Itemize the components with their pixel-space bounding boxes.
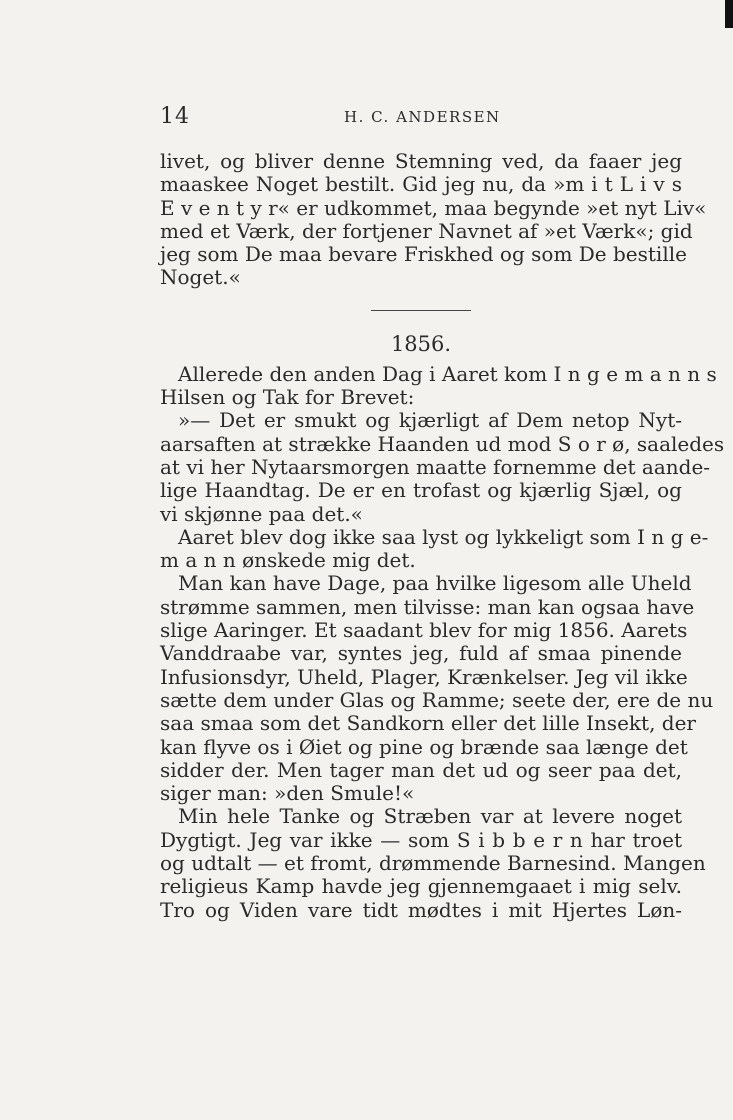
text-line: sidder der. Men tager man det ud og seer paa det, bbox=[160, 757, 682, 782]
text-line: Dygtigt. Jeg var ikke — som S i b b e r n har troet bbox=[160, 827, 682, 852]
paragraph-2 bbox=[160, 361, 725, 526]
text-line: med et Værk, der fortjener Navnet af »et Værk«; gid bbox=[160, 218, 693, 243]
text-line: Min hele Tanke og Stræben var at levere noget bbox=[178, 804, 682, 829]
text-line: vi skjønne paa det.« bbox=[160, 501, 363, 526]
paragraph-4 bbox=[160, 571, 714, 806]
page-number: 14 bbox=[160, 104, 190, 129]
text-line: at vi her Nytaarsmorgen maatte fornemme det aande- bbox=[160, 454, 711, 479]
text-line: livet, og bliver denne Stemning ved, da faaer jeg bbox=[160, 149, 682, 173]
text-line: siger man: »den Smule!« bbox=[160, 781, 415, 806]
text-line: »— Det er smukt og kjærligt af Dem netop Nyt- bbox=[178, 408, 682, 433]
text-line: maaskee Noget bestilt. Gid jeg nu, da »m i t L i v s bbox=[160, 172, 682, 197]
page-header bbox=[160, 104, 680, 132]
text-line: E v e n t y r« er udkommet, maa begynde »et nyt Liv« bbox=[160, 195, 707, 220]
text-line: jeg som De maa bevare Friskhed og som De bestille bbox=[160, 242, 687, 267]
text-line: slige Aaringer. Et saadant blev for mig 1856. Aarets bbox=[160, 618, 688, 643]
text-line: saa smaa som det Sandkorn eller det lille Insekt, der bbox=[160, 711, 696, 736]
section-divider bbox=[371, 310, 471, 311]
text-line: Allerede den anden Dag i Aaret kom I n g e m a n n s bbox=[178, 361, 717, 386]
scan-edge-mark bbox=[725, 0, 733, 28]
text-line: Hilsen og Tak for Brevet: bbox=[160, 385, 415, 410]
text-line: Vanddraabe var, syntes jeg, fuld af smaa pinende bbox=[160, 641, 682, 666]
text-line: lige Haandtag. De er en trofast og kjærlig Sjæl, og bbox=[160, 478, 682, 503]
body-text bbox=[160, 149, 725, 922]
text-line: Tro og Viden vare tidt mødtes i mit Hjertes Løn- bbox=[160, 897, 682, 922]
text-line: strømme sammen, men tilvisse: man kan ogsaa have bbox=[160, 594, 695, 619]
text-line: aarsaften at strække Haanden ud mod S o r ø, saaledes bbox=[160, 431, 725, 456]
paragraph-1 bbox=[160, 149, 707, 290]
section-year-heading: 1856. bbox=[390, 331, 452, 356]
running-head: H. C. ANDERSEN bbox=[344, 108, 501, 126]
text-line: Noget.« bbox=[160, 265, 241, 290]
text-line: religieus Kamp havde jeg gjennemgaaet i mig selv. bbox=[160, 874, 682, 899]
text-line: og udtalt — et fromt, drømmende Barnesind. Mangen bbox=[160, 851, 706, 876]
text-line: sætte dem under Glas og Ramme; seete der, ere de nu bbox=[160, 687, 714, 712]
text-line: Man kan have Dage, paa hvilke ligesom alle Uheld bbox=[178, 571, 692, 596]
text-line: Aaret blev dog ikke saa lyst og lykkeligt som I n g e- bbox=[178, 524, 709, 549]
text-line: Infusionsdyr, Uheld, Plager, Krænkelser. Jeg vil ikke bbox=[160, 664, 688, 689]
text-line: m a n n ønskede mig det. bbox=[160, 548, 416, 573]
paragraph-5 bbox=[160, 804, 706, 922]
text-line: kan flyve os i Øiet og pine og brænde saa længe det bbox=[160, 734, 688, 759]
paragraph-3 bbox=[160, 524, 709, 573]
